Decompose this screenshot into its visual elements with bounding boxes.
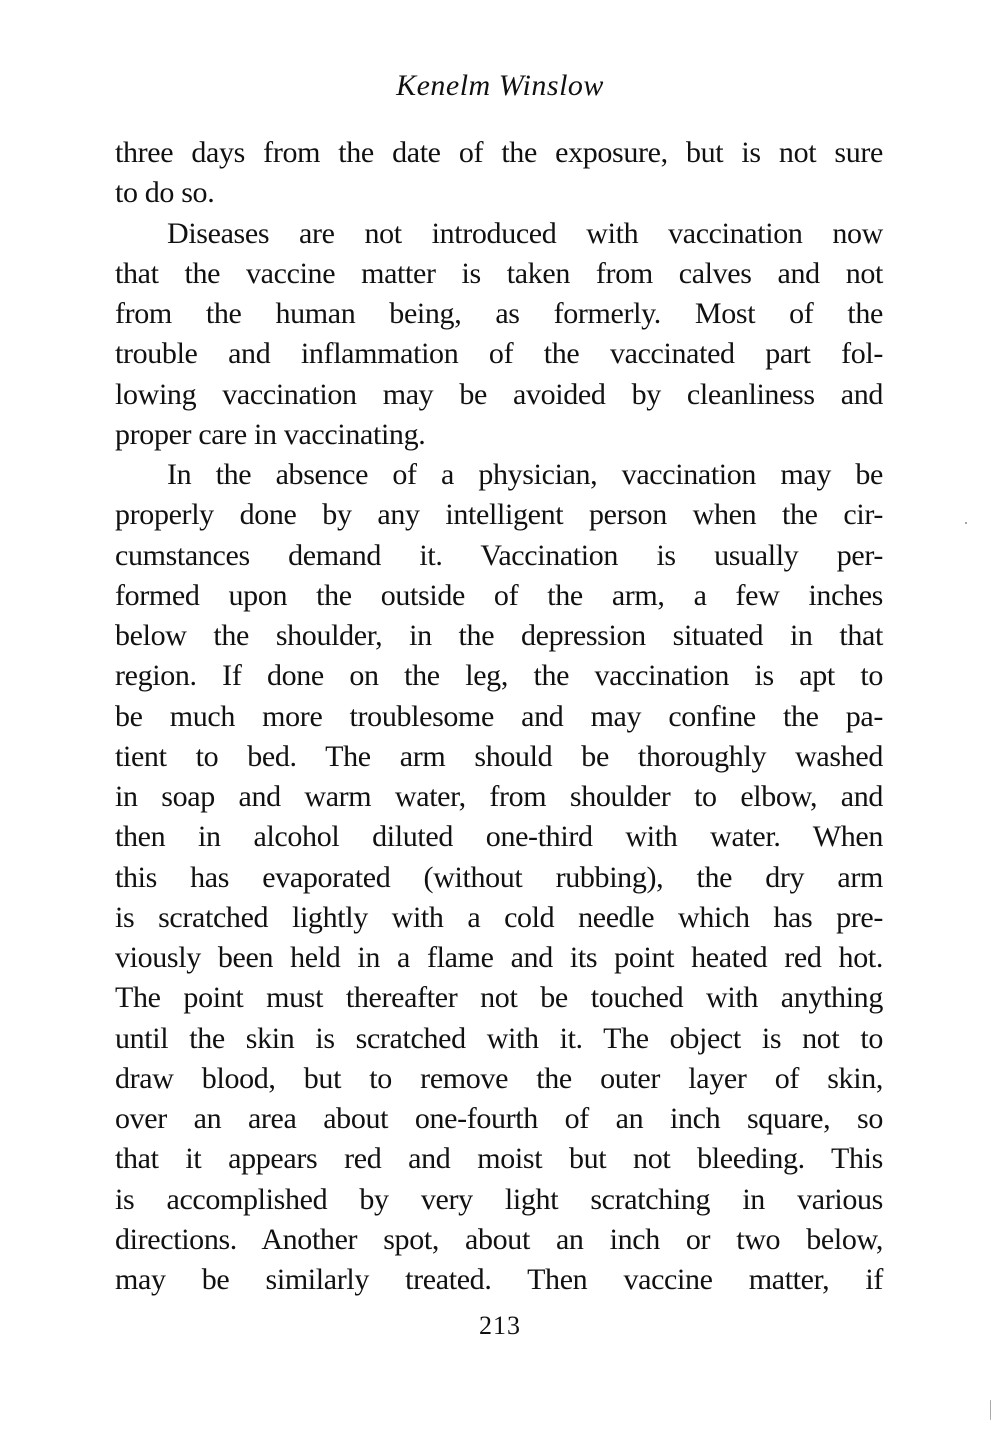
paragraph-first-line: In the absence of a physician, vaccination may be (167, 458, 883, 491)
text-line: until the skin is scratched with it. The object is not to (115, 1021, 883, 1055)
text-line: region. If done on the leg, the vaccination is apt to (115, 659, 883, 693)
running-head: Kenelm Winslow (396, 69, 604, 102)
text-line: draw blood, but to remove the outer layer of skin, (115, 1061, 883, 1095)
text-line: properly done by any intelligent person when the cir- (115, 498, 883, 532)
body-text (115, 133, 883, 1300)
text-line: in soap and warm water, from shoulder to elbow, and (115, 780, 883, 813)
text-line: viously been held in a flame and its point heated red hot. (115, 941, 883, 974)
text-line: lowing vaccination may be avoided by cleanliness and (115, 377, 883, 411)
text-line: three days from the date of the exposure, but is not sure (115, 136, 883, 169)
text-line: cumstances demand it. Vaccination is usually per- (115, 538, 883, 572)
text-line: that it appears red and moist but not bleeding. This (115, 1142, 883, 1176)
text-line: is accomplished by very light scratching in various (115, 1182, 883, 1216)
text-line: formed upon the outside of the arm, a few inches (115, 578, 883, 612)
scan-speck (965, 522, 967, 524)
text-line: directions. Another spot, about an inch or two below, (115, 1222, 883, 1256)
text-line: trouble and inflammation of the vaccinated part fol- (115, 337, 883, 371)
text-line: to do so. (115, 176, 215, 210)
page-number: 213 (479, 1311, 521, 1340)
text-line: The point must thereafter not be touched with anything (115, 981, 883, 1015)
text-line: below the shoulder, in the depression situated in that (115, 619, 883, 652)
paragraph-first-line: Diseases are not introduced with vaccination now (167, 216, 883, 250)
text-line: be much more troublesome and may confine the pa- (115, 699, 883, 733)
text-line: then in alcohol diluted one-third with water. When (115, 820, 883, 854)
text-line: is scratched lightly with a cold needle which has pre- (115, 900, 883, 934)
text-line: tient to bed. The arm should be thoroughly washed (115, 739, 883, 773)
text-line: from the human being, as formerly. Most of the (115, 297, 883, 330)
text-line: may be similarly treated. Then vaccine matter, if (115, 1263, 883, 1296)
text-line: this has evaporated (without rubbing), the dry arm (115, 860, 883, 894)
text-line: over an area about one-fourth of an inch square, so (115, 1102, 883, 1135)
text-line: proper care in vaccinating. (115, 417, 426, 451)
scan-speck (990, 1400, 991, 1420)
text-line: that the vaccine matter is taken from calves and not (115, 256, 883, 290)
